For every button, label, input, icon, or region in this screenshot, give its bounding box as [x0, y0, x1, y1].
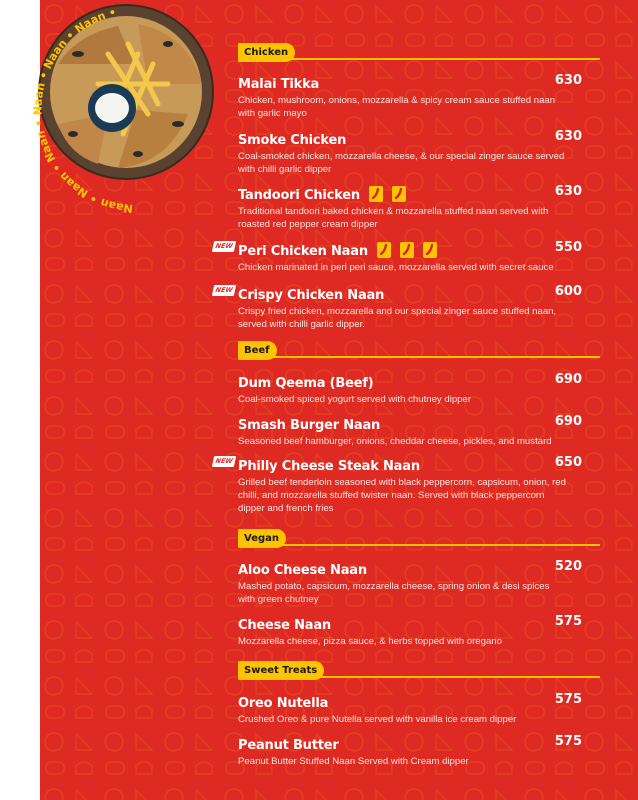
menu-item: [238, 372, 598, 406]
item-name: Cheese Naan: [238, 618, 331, 633]
menu-item: [214, 455, 598, 515]
chili-icon: [392, 186, 406, 202]
naan-ring-text: [30, 0, 236, 218]
item-description: Crushed Oreo & pure Nutella served with vanilla ice cream dipper: [238, 714, 517, 725]
menu-item: [238, 184, 598, 231]
item-price: 550: [554, 240, 582, 255]
category-divider: [238, 544, 600, 546]
item-price: 520: [554, 559, 582, 574]
chili-icon: [423, 242, 437, 258]
chili-icon: [377, 242, 391, 258]
chili-icons: [365, 184, 406, 203]
item-price: 690: [554, 372, 582, 387]
item-description: Coal-smoked chicken, mozzarella cheese, & our special zinger sauce served with chilli garlic dipper: [238, 151, 565, 175]
item-price: 575: [554, 614, 582, 629]
category-label: Beef: [238, 341, 277, 360]
item-description: Seasoned beef hamburger, onions, cheddar cheese, pickles, and mustard: [238, 436, 552, 447]
item-price: 630: [554, 129, 582, 144]
item-description: Mozzarella cheese, pizza sauce, & herbs topped with oregano: [238, 636, 502, 647]
menu-item: [238, 692, 598, 726]
new-badge: NEW: [212, 456, 236, 467]
menu-item: [238, 559, 598, 606]
menu-item: [238, 129, 598, 176]
menu-item: [214, 240, 598, 274]
item-description: Crispy fried chicken, mozzarella and our special zinger sauce stuffed naan, served with chilli garlic dipper.: [238, 306, 557, 330]
new-badge: NEW: [212, 241, 236, 252]
item-price: 630: [554, 184, 582, 199]
chili-icons: [373, 240, 437, 259]
item-description: Mashed potato, capsicum, mozzarella cheese, spring onion & desi spices with green chutney: [238, 581, 550, 605]
item-price: 690: [554, 414, 582, 429]
item-name: Peri Chicken Naan: [238, 244, 368, 259]
chili-icon: [400, 242, 414, 258]
big-naan-outline-text: [36, 440, 186, 800]
item-name: Tandoori Chicken: [238, 188, 360, 203]
item-name: Oreo Nutella: [238, 696, 329, 711]
menu-item: [238, 614, 598, 648]
item-description: Peanut Butter Stuffed Naan Served with Cream dipper: [238, 756, 469, 767]
item-price: 575: [554, 692, 582, 707]
item-description: Grilled beef tenderloin seasoned with black peppercorn, capsicum, onion, red chilli, and mozzarella stuffed twister naan. Served with black peppercorn dipper and french fries: [238, 477, 566, 514]
item-name: Peanut Butter: [238, 738, 339, 753]
item-name: Dum Qeema (Beef): [238, 376, 374, 391]
item-name: Philly Cheese Steak Naan: [238, 459, 420, 474]
item-price: 630: [554, 73, 582, 88]
category-vegan: [238, 526, 286, 546]
new-badge: NEW: [212, 285, 236, 296]
svg-text:Naan • Naan • Naan • Naan • Na: Naan • Naan • Naan • Naan • Naan • Naan •: [31, 5, 134, 216]
category-beef: [238, 338, 277, 358]
chili-icon: [369, 186, 383, 202]
item-price: 575: [554, 734, 582, 749]
category-label: Sweet Treats: [238, 661, 324, 680]
item-name: Smash Burger Naan: [238, 418, 381, 433]
item-price: 600: [554, 284, 582, 299]
category-label: Chicken: [238, 43, 295, 62]
menu-item: [238, 734, 598, 768]
item-name: Smoke Chicken: [238, 133, 347, 148]
item-description: Coal-smoked spiced yogurt served with chutney dipper: [238, 394, 472, 405]
item-name: Aloo Cheese Naan: [238, 563, 367, 578]
item-name: Malai Tikka: [238, 77, 320, 92]
menu-item: [238, 414, 598, 448]
item-description: Chicken, mushroom, onions, mozzarella & spicy cream sauce stuffed naan with garlic mayo: [238, 95, 556, 119]
category-divider: [238, 58, 600, 60]
item-description: Chicken marinated in peri peri sauce, mozzarella served with secret sauce: [238, 262, 554, 273]
category-divider: [238, 356, 600, 358]
menu-item: [214, 284, 598, 331]
category-divider: [238, 676, 600, 678]
item-name: Crispy Chicken Naan: [238, 288, 385, 303]
category-chicken: [238, 40, 295, 60]
item-price: 650: [554, 455, 582, 470]
category-label: Vegan: [238, 529, 286, 548]
item-description: Traditional tandoori baked chicken & mozzarella stuffed naan served with roasted red pepper cream dipper: [238, 206, 549, 230]
menu-item: [238, 73, 598, 120]
category-sweet-treats: [238, 658, 324, 678]
